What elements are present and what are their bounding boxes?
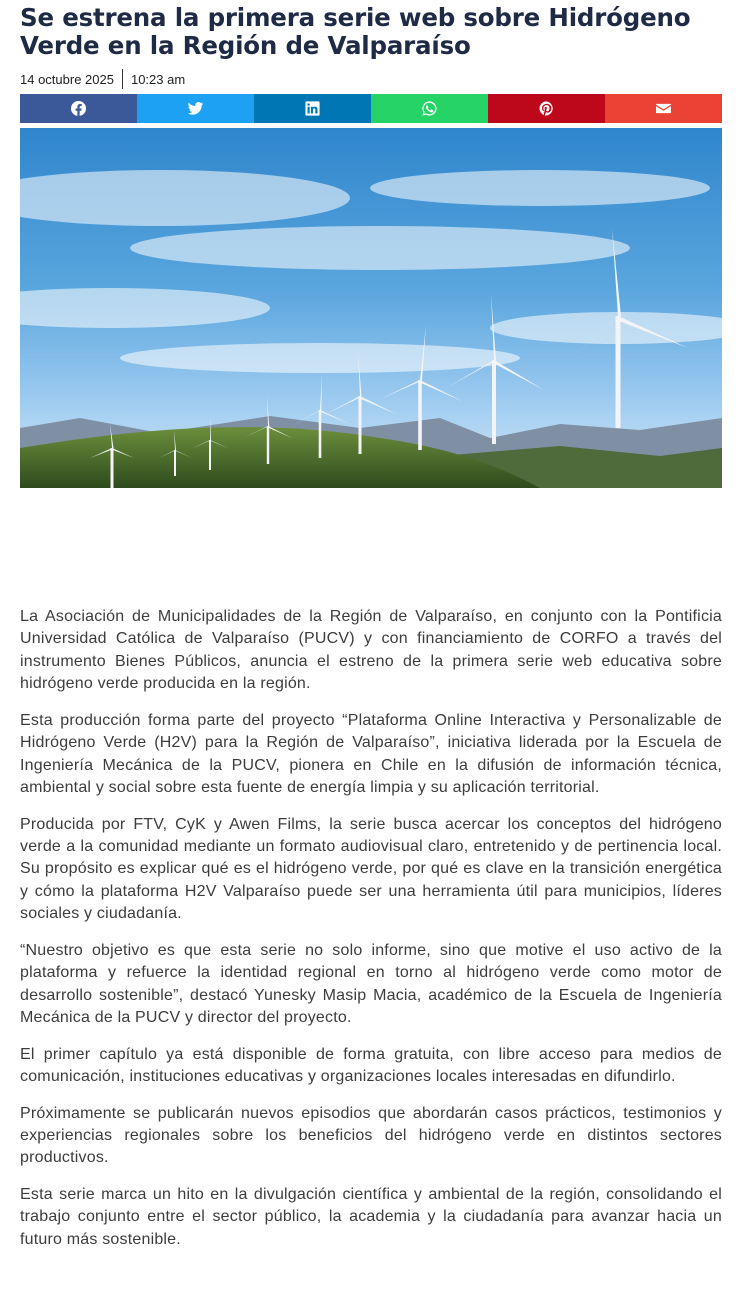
share-twitter-button[interactable] xyxy=(137,94,254,123)
hero-image xyxy=(20,128,722,488)
share-whatsapp-button[interactable] xyxy=(371,94,488,123)
post-meta xyxy=(20,70,185,88)
email-icon xyxy=(655,100,672,117)
share-facebook-button[interactable] xyxy=(20,94,137,123)
paragraph: Esta producción forma parte del proyecto “Plataforma Online Interactiva y Personalizable de Hidrógeno Verde (H2V) para la Región de Valparaíso”, iniciativa liderada por la Escuela de Ingeniería Mecánica de la PUCV, pionera en Chile en la difusión de información técnica, ambiental y social sobre esta fuente de energía limpia y su aplicación territorial. xyxy=(20,711,722,797)
paragraph: Esta serie marca un hito en la divulgación científica y ambiental de la región, consolidando el trabajo conjunto entre el sector público, la academia y la ciudadanía para avanzar hacia un futuro más sostenible. xyxy=(20,1186,722,1248)
share-linkedin-button[interactable] xyxy=(254,94,371,123)
share-pinterest-button[interactable] xyxy=(488,94,605,123)
post-time: 10:23 am xyxy=(130,71,186,87)
page-title: Se estrena la primera serie web sobre Hidrógeno Verde en la Región de Valparaíso xyxy=(20,3,691,60)
article-body xyxy=(20,606,722,1265)
share-bar xyxy=(20,94,722,123)
facebook-icon xyxy=(70,100,87,117)
paragraph: Producida por FTV, CyK y Awen Films, la serie busca acercar los conceptos del hidrógeno verde a la comunidad mediante un formato audiovisual claro, entretenido y de pertinencia local. Su propósito es explicar qué es el hidrógeno verde, por qué es clave en la transición energética y cómo la plataforma H2V Valparaíso puede ser una herramienta útil para municipios, líderes sociales y ciudadanía. xyxy=(20,815,722,923)
paragraph: “Nuestro objetivo es que esta serie no solo informe, sino que motive el uso activo de la plataforma y refuerce la identidad regional en torno al hidrógeno verde como motor de desarrollo sostenible”, destacó Yunesky Masip Macia, académico de la Escuela de Ingeniería Mecánica de la PUCV y director del proyecto. xyxy=(20,941,722,1027)
twitter-icon xyxy=(187,100,204,117)
pinterest-icon xyxy=(538,100,555,117)
share-email-button[interactable] xyxy=(605,94,722,123)
paragraph: El primer capítulo ya está disponible de forma gratuita, con libre acceso para medios de comunicación, instituciones educativas y organizaciones locales interesadas en difundirlo. xyxy=(20,1045,722,1086)
whatsapp-icon xyxy=(421,100,438,117)
paragraph: La Asociación de Municipalidades de la Región de Valparaíso, en conjunto con la Pontificia Universidad Católica de Valparaíso (PUCV) y con financiamiento de CORFO a través del instrumento Bienes Públicos, anuncia el estreno de la primera serie web educativa sobre hidrógeno verde producida en la región. xyxy=(20,608,722,693)
post-date: 14 octubre 2025 xyxy=(20,71,114,87)
paragraph: Próximamente se publicarán nuevos episodios que abordarán casos prácticos, testimonios y experiencias regionales sobre los beneficios del hidrógeno verde en distintos sectores productivos. xyxy=(20,1104,722,1167)
linkedin-icon xyxy=(304,100,321,117)
